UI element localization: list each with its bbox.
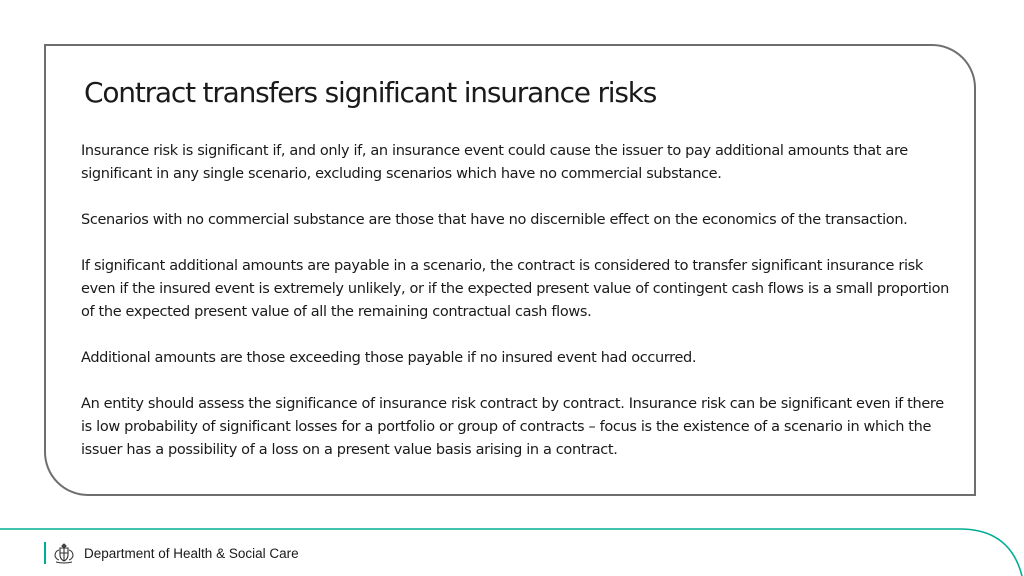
logo-rule: [44, 542, 46, 564]
paragraph: An entity should assess the significance of insurance risk contract by contract. Insurance risk can be significant even if there is low probability of significant losses for a portfolio or group of contracts – focus is the existence of a scenario in which the issuer has a possibility of a loss on a present value basis arising in a contract.: [81, 396, 944, 458]
paragraph: Additional amounts are those exceeding those payable if no insured event had occurred.: [81, 350, 697, 366]
slide-title: Contract transfers significant insurance risks: [84, 76, 657, 109]
paragraph: Insurance risk is significant if, and only if, an insurance event could cause the issuer to pay additional amounts that are significant in any single scenario, excluding scenarios which have no commercial substance.: [81, 143, 908, 182]
department-name: Department of Health & Social Care: [84, 545, 299, 561]
body-text: [81, 140, 951, 485]
paragraph: Scenarios with no commercial substance are those that have no discernible effect on the economics of the transaction.: [81, 212, 908, 228]
paragraph: If significant additional amounts are payable in a scenario, the contract is considered to transfer significant insurance risk even if the insured event is extremely unlikely, or if the expected present value of contingent cash flows is a small proportion of the expected present value of all the remaining contractual cash flows.: [81, 258, 949, 320]
royal-crest-icon: [52, 542, 76, 564]
department-logo: [44, 541, 299, 565]
